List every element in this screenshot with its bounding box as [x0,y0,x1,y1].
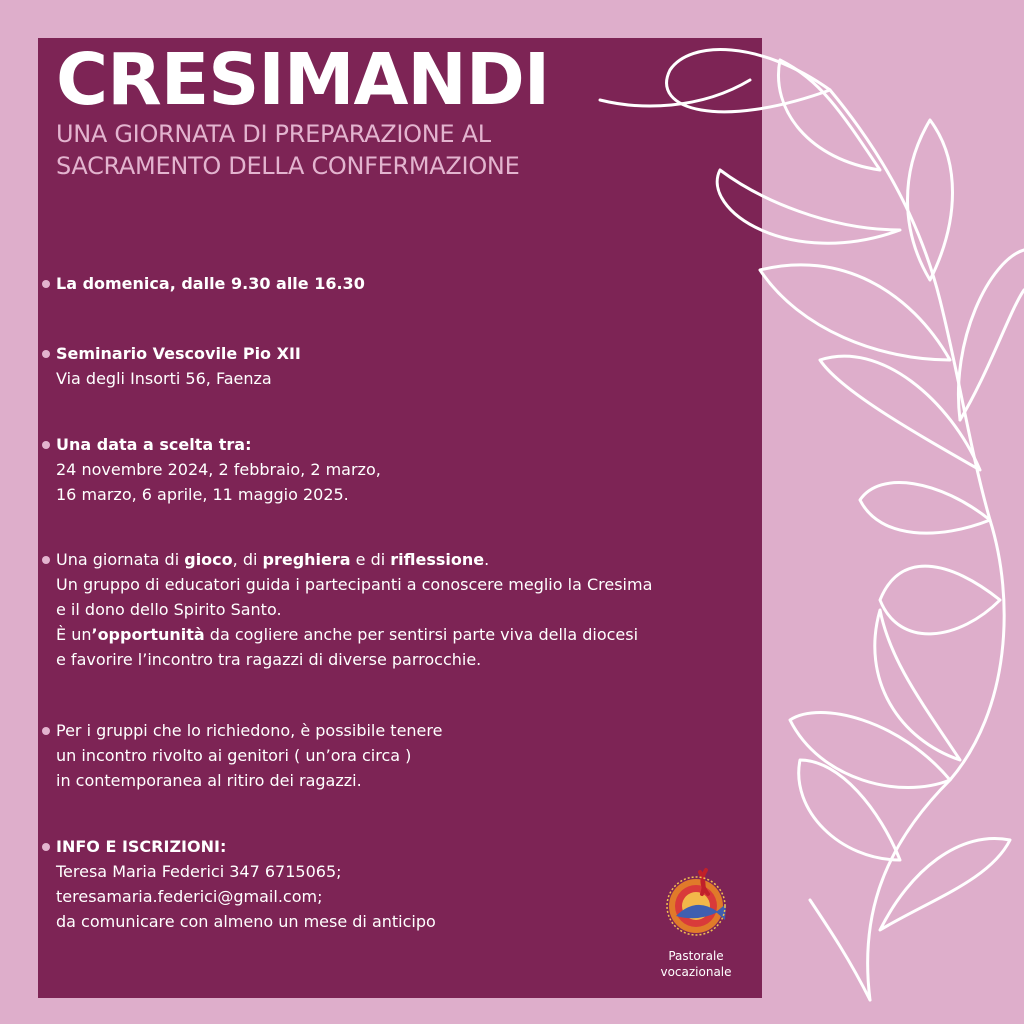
desc-text: . [484,550,490,569]
desc-line-5: e favorire l’incontro tra ragazzi di diverse parrocchie. [56,650,482,669]
desc-text: È un [56,625,92,644]
desc-text: Una giornata di [56,550,185,569]
pastorale-logo [646,860,746,990]
parents-line-3: in contemporanea al ritiro dei ragazzi. [56,771,362,790]
desc-opportunita: ’opportunità [91,625,205,644]
info-note: da comunicare con almeno un mese di anticipo [56,912,436,931]
logo-caption-line-1: Pastorale [668,949,724,963]
desc-riflessione: riflessione [390,550,485,569]
schedule-text: La domenica, dalle 9.30 alle 16.30 [56,274,365,293]
dates-item [42,432,381,507]
parents-line-2: un incontro rivolto ai genitori ( un’ora circa ) [56,746,412,765]
bullet-dot [42,441,50,449]
subtitle-line-2: SACRAMENTO DELLA CONFERMAZIONE [56,152,520,180]
location-address: Via degli Insorti 56, Faenza [56,369,272,388]
location-item [42,341,301,391]
page-subtitle [56,118,616,182]
logo-caption [646,948,746,980]
subtitle-line-1: UNA GIORNATA DI PREPARAZIONE AL [56,120,491,148]
info-heading: INFO E ISCRIZIONI: [56,837,227,856]
page-title: CRESIMANDI [56,38,550,121]
info-item [42,834,436,934]
info-email: teresamaria.federici@gmail.com; [56,887,323,906]
description-item [42,547,652,672]
info-phone: Teresa Maria Federici 347 6715065; [56,862,342,881]
dates-line-2: 16 marzo, 6 aprile, 11 maggio 2025. [56,485,349,504]
desc-text: e di [350,550,391,569]
logo-emblem-icon [646,860,746,946]
parents-line-1: Per i gruppi che lo richiedono, è possibile tenere [56,721,443,740]
dates-line-1: 24 novembre 2024, 2 febbraio, 2 marzo, [56,460,381,479]
dates-heading: Una data a scelta tra: [56,435,252,454]
desc-gioco: gioco [184,550,233,569]
desc-line-3: e il dono dello Spirito Santo. [56,600,282,619]
desc-text: , di [232,550,263,569]
desc-text: da cogliere anche per sentirsi parte viva della diocesi [204,625,639,644]
schedule-item [42,271,365,296]
bullet-dot [42,843,50,851]
bullet-dot [42,280,50,288]
location-name: Seminario Vescovile Pio XII [56,344,301,363]
bullet-dot [42,727,50,735]
desc-line-2: Un gruppo di educatori guida i partecipanti a conoscere meglio la Cresima [56,575,653,594]
logo-caption-line-2: vocazionale [660,965,732,979]
parents-item [42,718,442,793]
bullet-dot [42,556,50,564]
bullet-dot [42,350,50,358]
desc-preghiera: preghiera [262,550,351,569]
